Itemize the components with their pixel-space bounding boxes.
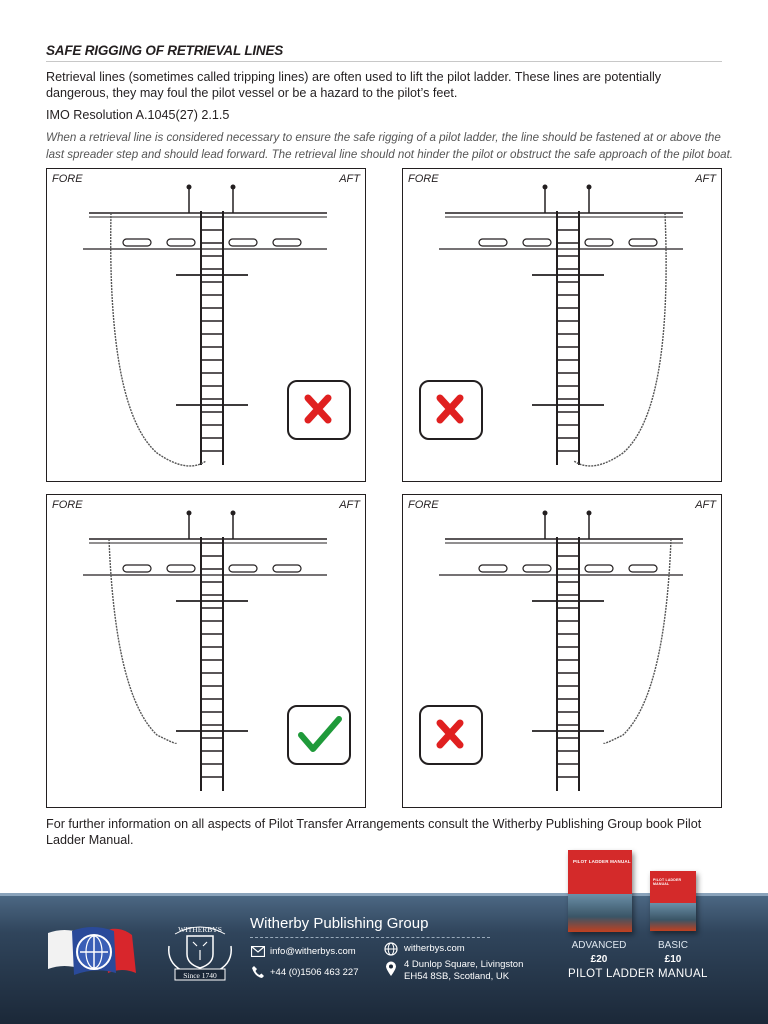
retrieval-line bbox=[574, 213, 666, 466]
product-name: PILOT LADDER MANUAL bbox=[568, 968, 708, 980]
imo-quote: When a retrieval line is considered necessary to ensure the safe rigging of a pilot ladder, the line should be fastened at or above the last spreader step and should lead forward. The retrieval line should not hinder the pilot or obstruct the safe approach of the pilot boat. bbox=[46, 131, 734, 161]
fore-label: FORE bbox=[408, 499, 439, 511]
book-cover-photo bbox=[568, 894, 632, 932]
cross-icon bbox=[421, 707, 480, 762]
stanchion-knob bbox=[587, 511, 592, 516]
globe-icon bbox=[384, 942, 398, 956]
hull-opening bbox=[629, 239, 657, 246]
imo-reference: IMO Resolution A.1045(27) 2.1.5 bbox=[46, 108, 230, 122]
hull-opening bbox=[123, 565, 151, 572]
hull-opening bbox=[523, 565, 551, 572]
footer bbox=[0, 859, 768, 1024]
hull-opening bbox=[523, 239, 551, 246]
book-cover-photo bbox=[650, 903, 696, 931]
fore-label: FORE bbox=[52, 173, 83, 185]
phone-number[interactable]: +44 (0)1506 463 227 bbox=[270, 967, 359, 978]
diagram-panel-3 bbox=[46, 494, 366, 808]
stanchion-knob bbox=[231, 511, 236, 516]
website-link[interactable]: witherbys.com bbox=[404, 943, 465, 954]
hull-opening bbox=[273, 565, 301, 572]
aft-label: AFT bbox=[339, 499, 360, 511]
stanchion-knob bbox=[187, 185, 192, 190]
incorrect-mark bbox=[287, 380, 351, 440]
intro-paragraph: Retrieval lines (sometimes called tripping lines) are often used to lift the pilot ladder. These lines are potentially dangerous, they may foul the pilot vessel or be a hazard to the pilot’s feet. bbox=[46, 70, 662, 100]
hull-opening bbox=[479, 239, 507, 246]
witherbys-crest-logo bbox=[163, 918, 237, 982]
retrieval-line bbox=[111, 213, 206, 466]
diagram-panel-2 bbox=[402, 168, 722, 482]
hull-opening bbox=[585, 239, 613, 246]
further-info-text: For further information on all aspects of Pilot Transfer Arrangements consult the Witherby Publishing Group book Pilot Ladder Manual. bbox=[46, 817, 702, 847]
crest-name-text: WITHERBYS bbox=[178, 925, 222, 934]
cross-icon bbox=[421, 382, 480, 437]
correct-mark bbox=[287, 705, 351, 765]
address-line-2: EH54 8SB, Scotland, UK bbox=[404, 971, 510, 982]
fore-label: FORE bbox=[408, 173, 439, 185]
basic-edition-label: BASIC bbox=[657, 940, 688, 951]
basic-price: £10 bbox=[664, 954, 682, 965]
fore-label: FORE bbox=[52, 499, 83, 511]
advanced-price: £20 bbox=[590, 954, 608, 965]
stanchion-knob bbox=[543, 511, 548, 516]
aft-label: AFT bbox=[695, 173, 716, 185]
stanchion-knob bbox=[187, 511, 192, 516]
stanchion-knob bbox=[231, 185, 236, 190]
flag-logo-icon bbox=[44, 923, 139, 981]
stanchion-knob bbox=[587, 185, 592, 190]
title-divider bbox=[46, 61, 722, 62]
cross-icon bbox=[289, 382, 348, 437]
advanced-edition-label: ADVANCED bbox=[571, 940, 627, 951]
publisher-divider bbox=[250, 937, 490, 938]
hull-opening bbox=[167, 565, 195, 572]
book-cover-title: PILOT LADDER MANUAL bbox=[573, 859, 631, 864]
address-line-1: 4 Dunlop Square, Livingston bbox=[404, 959, 524, 970]
hull-opening bbox=[585, 565, 613, 572]
hull-opening bbox=[229, 239, 257, 246]
email-icon bbox=[251, 946, 265, 957]
phone-icon bbox=[251, 965, 265, 979]
stanchion-knob bbox=[543, 185, 548, 190]
diagram-panel-4 bbox=[402, 494, 722, 808]
publisher-name: Witherby Publishing Group bbox=[250, 915, 429, 932]
hull-opening bbox=[479, 565, 507, 572]
hull-opening bbox=[123, 239, 151, 246]
diagram-panel-1 bbox=[46, 168, 366, 482]
email-link[interactable]: info@witherbys.com bbox=[270, 946, 356, 957]
location-pin-icon bbox=[385, 961, 397, 977]
hull-opening bbox=[273, 239, 301, 246]
book-cover-title: PILOT LADDER MANUAL bbox=[653, 878, 682, 886]
aft-label: AFT bbox=[695, 499, 716, 511]
incorrect-mark bbox=[419, 705, 483, 765]
aft-label: AFT bbox=[339, 173, 360, 185]
advanced-book-cover[interactable] bbox=[568, 850, 632, 932]
hull-opening bbox=[167, 239, 195, 246]
basic-book-cover[interactable] bbox=[650, 871, 696, 931]
incorrect-mark bbox=[419, 380, 483, 440]
hull-opening bbox=[629, 565, 657, 572]
crest-since-text: Since 1740 bbox=[183, 971, 217, 980]
check-icon bbox=[289, 707, 348, 762]
hull-opening bbox=[229, 565, 257, 572]
page-title: SAFE RIGGING OF RETRIEVAL LINES bbox=[46, 43, 284, 58]
